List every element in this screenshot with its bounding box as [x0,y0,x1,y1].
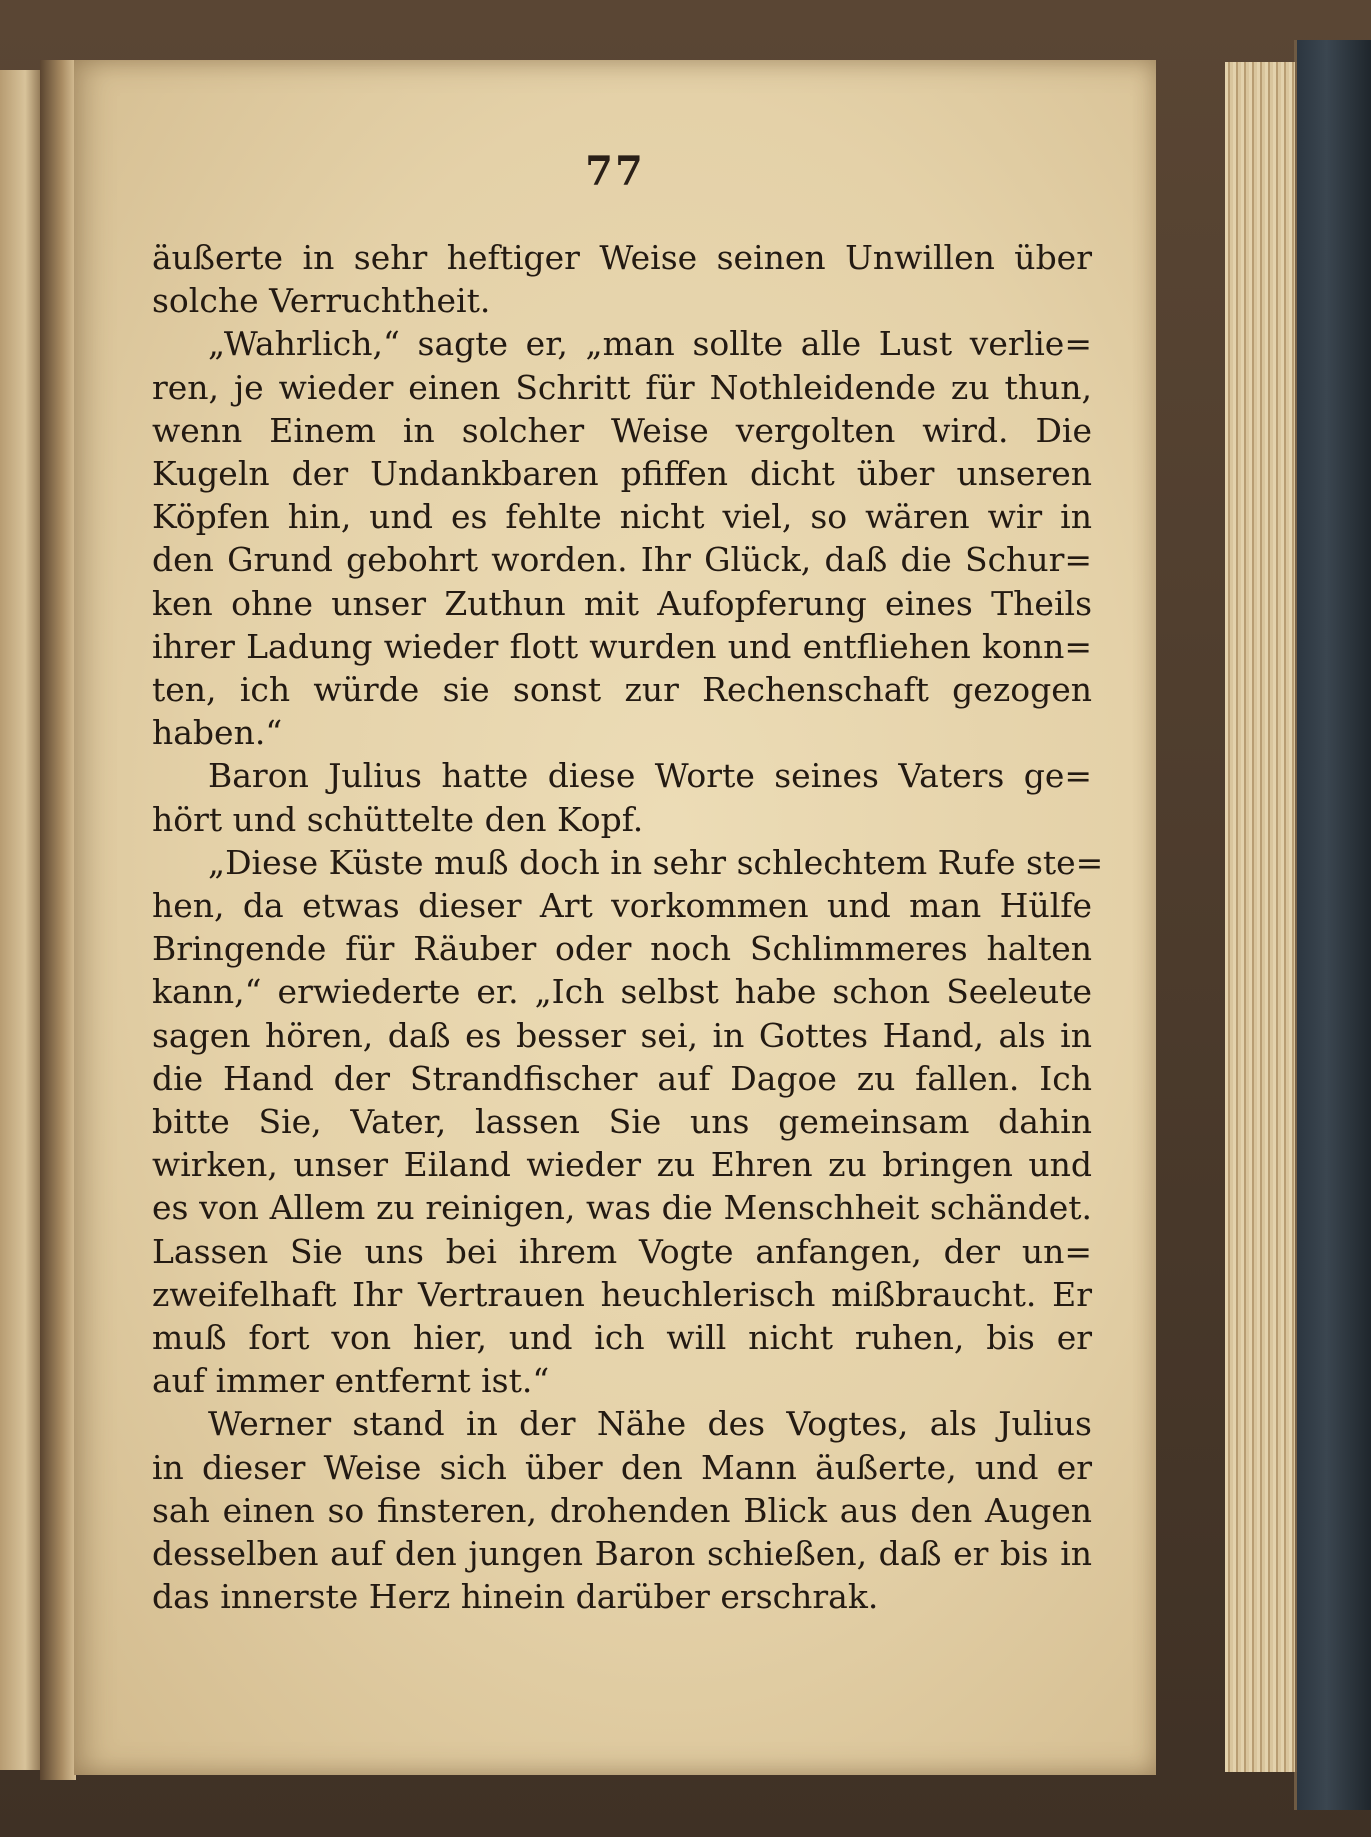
text-line: sagen hören, daß es besser sei, in Gottes Hand, als in [152,1015,1092,1055]
page-edges [1225,62,1297,1772]
text-line: ihrer Ladung wieder flott wurden und entfliehen konn= [152,626,1092,666]
text-line: sah einen so finsteren, drohenden Blick aus den Augen [152,1490,1092,1530]
text-line: Köpfen hin, und es fehlte nicht viel, so wären wir in [152,497,1092,537]
book-cover-board [1294,40,1371,1810]
text-line: haben.“ [152,713,283,753]
text-line: kann,“ erwiederte er. „Ich selbst habe schon Seeleute [152,972,1092,1012]
text-line: Kugeln der Undankbaren pfiffen dicht über unseren [152,454,1092,494]
text-line: muß fort von hier, und ich will nicht ruhen, bis er [152,1318,1092,1358]
text-line: in dieser Weise sich über den Mann äußerte, und er [152,1447,1092,1487]
text-line: ren, je wieder einen Schritt für Nothleidende zu thun, [152,367,1092,407]
text-line: die Hand der Strandfischer auf Dagoe zu fallen. Ich [152,1058,1092,1098]
text-line: solche Verruchtheit. [152,281,491,321]
text-line: „Wahrlich,“ sagte er, „man sollte alle Lust verlie= [208,324,1092,364]
text-line: Werner stand in der Nähe des Vogtes, als Julius [208,1404,1092,1444]
text-line: Bringende für Räuber oder noch Schlimmeres halten [152,929,1092,969]
text-line: bitte Sie, Vater, lassen Sie uns gemeinsam dahin [152,1102,1092,1142]
text-line: ten, ich würde sie sonst zur Rechenschaft gezogen [152,670,1092,710]
previous-page-edge [0,70,44,1770]
text-line: das innerste Herz hinein darüber erschrak. [152,1577,879,1617]
text-line: ken ohne unser Zuthun mit Aufopferung eines Theils [152,583,1092,623]
text-line: wirken, unser Eiland wieder zu Ehren zu bringen und [152,1145,1092,1185]
text-line: Baron Julius hatte diese Worte seines Vaters ge= [208,756,1092,796]
text-line: Lassen Sie uns bei ihrem Vogte anfangen, der un= [152,1231,1092,1271]
text-line: äußerte in sehr heftiger Weise seinen Unwillen über [152,238,1092,277]
text-line: den Grund gebohrt worden. Ihr Glück, daß die Schur= [152,540,1092,580]
spine-gutter [40,60,76,1780]
text-line: es von Allem zu reinigen, was die Menschheit schändet. [152,1188,1092,1228]
text-line: hen, da etwas dieser Art vorkommen und man Hülfe [152,886,1092,926]
book-page [74,60,1156,1775]
text-line: „Diese Küste muß doch in sehr schlechtem Rufe ste= [208,842,1104,882]
page-number: 77 [585,148,645,195]
text-line: auf immer entfernt ist.“ [152,1361,550,1401]
text-line: desselben auf den jungen Baron schießen, daß er bis in [152,1534,1092,1574]
text-line: zweifelhaft Ihr Vertrauen heuchlerisch mißbraucht. Er [152,1274,1092,1314]
text-line: wenn Einem in solcher Weise vergolten wird. Die [152,410,1092,450]
body-text [152,236,1104,1619]
text-line: hört und schüttelte den Kopf. [152,799,644,839]
